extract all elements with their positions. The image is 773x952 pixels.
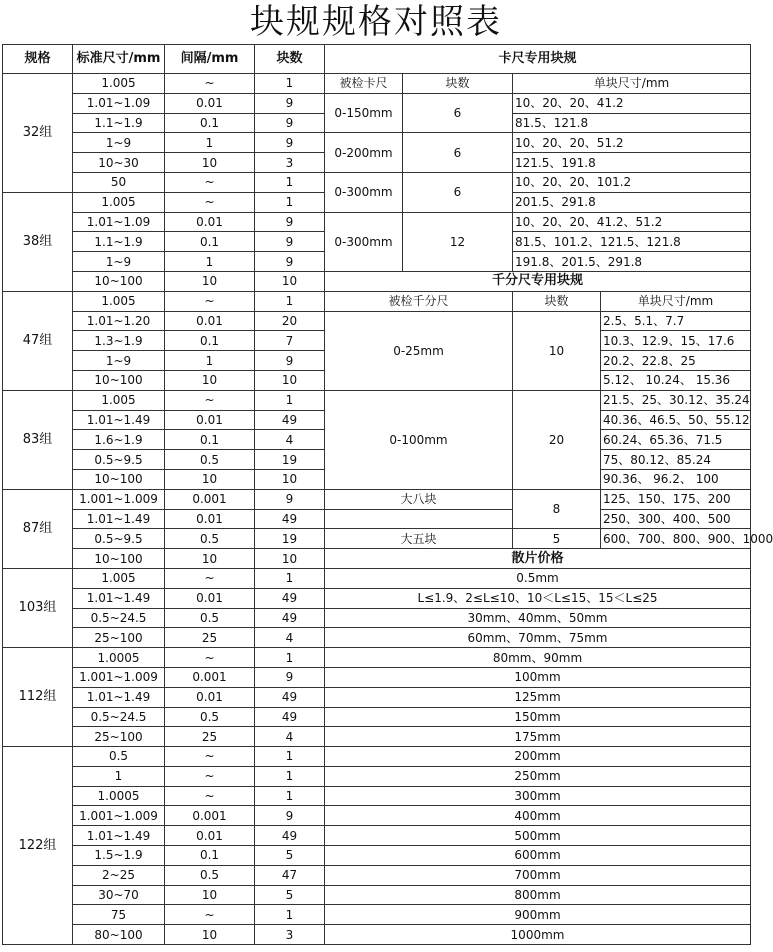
interval-cell: 10	[165, 271, 255, 291]
interval-cell: 0.1	[165, 113, 255, 133]
interval-cell: ~	[165, 766, 255, 786]
table-row	[3, 885, 751, 905]
count-cell: 4	[255, 430, 325, 450]
std-size-cell: 0.5~9.5	[73, 450, 165, 470]
group-name: 122组	[3, 747, 73, 945]
micrometer-title: 千分尺专用块规	[325, 271, 751, 291]
interval-cell: ~	[165, 172, 255, 192]
std-size-cell: 10~100	[73, 271, 165, 291]
std-size-cell: 1.005	[73, 192, 165, 212]
std-size-cell: 25~100	[73, 727, 165, 747]
count-cell: 9	[255, 133, 325, 153]
table-row	[3, 549, 751, 569]
interval-cell: 25	[165, 628, 255, 648]
std-size-cell: 1.005	[73, 74, 165, 94]
interval-cell: ~	[165, 568, 255, 588]
group-name: 38组	[3, 192, 73, 291]
table-row	[3, 311, 751, 331]
loose-row: 1000mm	[325, 925, 751, 945]
table-row	[3, 529, 751, 549]
count-cell: 1	[255, 905, 325, 925]
count-cell: 5	[255, 885, 325, 905]
count-cell: 10	[255, 469, 325, 489]
table-row	[3, 826, 751, 846]
std-size-cell: 2~25	[73, 865, 165, 885]
table-row	[3, 925, 751, 945]
count-cell: 10	[255, 271, 325, 291]
interval-cell: 10	[165, 469, 255, 489]
big8-label: 大八块	[325, 489, 513, 509]
count-cell: 1	[255, 786, 325, 806]
std-size-cell: 10~100	[73, 469, 165, 489]
std-size-cell: 1.01~1.49	[73, 826, 165, 846]
big5-sizes: 600、700、800、900、1000	[601, 529, 751, 549]
std-size-cell: 1.001~1.009	[73, 489, 165, 509]
std-size-cell: 1.01~1.09	[73, 212, 165, 232]
loose-title: 散片价格	[325, 549, 751, 569]
interval-cell: 1	[165, 252, 255, 272]
count-cell: 3	[255, 153, 325, 173]
header-std-size: 标准尺寸/mm	[73, 45, 165, 74]
interval-cell: 10	[165, 153, 255, 173]
loose-row: L≤1.9、2≤L≤10、10＜L≤15、15＜L≤25	[325, 588, 751, 608]
count-cell: 1	[255, 172, 325, 192]
caliper-range: 0-150mm	[325, 93, 403, 133]
interval-cell: 0.01	[165, 212, 255, 232]
micrometer-sizes: 5.12、 10.24、 15.36	[601, 370, 751, 390]
std-size-cell: 1.005	[73, 568, 165, 588]
count-cell: 9	[255, 489, 325, 509]
micrometer-sizes: 40.36、46.5、50、55.12	[601, 410, 751, 430]
loose-row: 250mm	[325, 766, 751, 786]
interval-cell: 0.5	[165, 707, 255, 727]
interval-cell: 0.5	[165, 529, 255, 549]
std-size-cell: 1.005	[73, 291, 165, 311]
interval-cell: 0.001	[165, 667, 255, 687]
count-cell: 9	[255, 113, 325, 133]
std-size-cell: 1.5~1.9	[73, 846, 165, 866]
count-cell: 49	[255, 588, 325, 608]
caliper-header-count: 块数	[403, 74, 513, 94]
count-cell: 3	[255, 925, 325, 945]
std-size-cell: 0.5	[73, 747, 165, 767]
interval-cell: 0.01	[165, 588, 255, 608]
caliper-sizes: 81.5、101.2、121.5、121.8	[513, 232, 751, 252]
count-cell: 5	[255, 846, 325, 866]
interval-cell: ~	[165, 74, 255, 94]
header-interval: 间隔/mm	[165, 45, 255, 74]
caliper-sizes: 191.8、201.5、291.8	[513, 252, 751, 272]
group-name: 112组	[3, 648, 73, 747]
loose-row: 30mm、40mm、50mm	[325, 608, 751, 628]
table-row	[3, 687, 751, 707]
std-size-cell: 1.0005	[73, 786, 165, 806]
interval-cell: 25	[165, 727, 255, 747]
table-row	[3, 846, 751, 866]
std-size-cell: 1.6~1.9	[73, 430, 165, 450]
std-size-cell: 1.01~1.49	[73, 509, 165, 529]
caliper-sizes: 201.5、291.8	[513, 192, 751, 212]
table-row	[3, 172, 751, 192]
interval-cell: 1	[165, 133, 255, 153]
std-size-cell: 10~100	[73, 549, 165, 569]
header-row	[3, 45, 751, 74]
count-cell: 49	[255, 509, 325, 529]
micrometer-header-range: 被检千分尺	[325, 291, 513, 311]
caliper-sizes: 81.5、121.8	[513, 113, 751, 133]
count-cell: 1	[255, 766, 325, 786]
count-cell: 49	[255, 687, 325, 707]
table-row	[3, 905, 751, 925]
caliper-count: 12	[403, 212, 513, 271]
std-size-cell: 1~9	[73, 252, 165, 272]
interval-cell: 0.001	[165, 489, 255, 509]
micrometer-sizes: 90.36、 96.2、 100	[601, 469, 751, 489]
loose-row: 150mm	[325, 707, 751, 727]
count-cell: 1	[255, 568, 325, 588]
loose-row: 400mm	[325, 806, 751, 826]
caliper-sizes: 10、20、20、51.2	[513, 133, 751, 153]
std-size-cell: 10~100	[73, 370, 165, 390]
group-name: 47组	[3, 291, 73, 390]
table-row	[3, 291, 751, 311]
header-count: 块数	[255, 45, 325, 74]
caliper-range: 0-200mm	[325, 133, 403, 173]
table-row	[3, 667, 751, 687]
big8-sizes: 250、300、400、500	[601, 509, 751, 529]
std-size-cell: 1~9	[73, 351, 165, 371]
interval-cell: ~	[165, 747, 255, 767]
micrometer-header-count: 块数	[513, 291, 601, 311]
table-row	[3, 628, 751, 648]
caliper-header-range: 被检卡尺	[325, 74, 403, 94]
interval-cell: ~	[165, 291, 255, 311]
micrometer-range: 0-25mm	[325, 311, 513, 390]
count-cell: 9	[255, 212, 325, 232]
std-size-cell: 0.5~24.5	[73, 707, 165, 727]
group-name: 32组	[3, 74, 73, 193]
table-row	[3, 489, 751, 509]
count-cell: 4	[255, 727, 325, 747]
count-cell: 1	[255, 192, 325, 212]
loose-row: 60mm、70mm、75mm	[325, 628, 751, 648]
micrometer-sizes: 10.3、12.9、15、17.6	[601, 331, 751, 351]
interval-cell: 10	[165, 549, 255, 569]
caliper-range: 0-300mm	[325, 172, 403, 212]
caliper-header-sizes: 单块尺寸/mm	[513, 74, 751, 94]
interval-cell: 10	[165, 370, 255, 390]
big5-label: 大五块	[325, 529, 513, 549]
std-size-cell: 1.01~1.20	[73, 311, 165, 331]
interval-cell: 0.01	[165, 410, 255, 430]
loose-row: 80mm、90mm	[325, 648, 751, 668]
page-title: 块规规格对照表	[250, 2, 502, 42]
std-size-cell: 1.1~1.9	[73, 232, 165, 252]
count-cell: 49	[255, 707, 325, 727]
big8-count: 8	[513, 489, 601, 529]
std-size-cell: 0.5~9.5	[73, 529, 165, 549]
micrometer-sizes: 20.2、22.8、25	[601, 351, 751, 371]
micrometer-range: 0-100mm	[325, 390, 513, 489]
table-row	[3, 74, 751, 94]
caliper-sizes: 10、20、20、41.2、51.2	[513, 212, 751, 232]
count-cell: 9	[255, 806, 325, 826]
loose-row: 175mm	[325, 727, 751, 747]
header-spec: 规格	[3, 45, 73, 74]
micrometer-sizes: 2.5、5.1、7.7	[601, 311, 751, 331]
interval-cell: 0.5	[165, 865, 255, 885]
interval-cell: 0.001	[165, 806, 255, 826]
count-cell: 9	[255, 667, 325, 687]
interval-cell: 0.01	[165, 93, 255, 113]
table-row	[3, 93, 751, 113]
interval-cell: 10	[165, 925, 255, 945]
std-size-cell: 1.0005	[73, 648, 165, 668]
loose-row: 125mm	[325, 687, 751, 707]
loose-row: 600mm	[325, 846, 751, 866]
interval-cell: 0.1	[165, 846, 255, 866]
std-size-cell: 1.01~1.49	[73, 687, 165, 707]
count-cell: 20	[255, 311, 325, 331]
interval-cell: 1	[165, 351, 255, 371]
interval-cell: 0.01	[165, 826, 255, 846]
interval-cell: 0.5	[165, 450, 255, 470]
interval-cell: ~	[165, 192, 255, 212]
loose-row: 200mm	[325, 747, 751, 767]
std-size-cell: 30~70	[73, 885, 165, 905]
big8-blank	[325, 509, 513, 529]
group-name: 83组	[3, 390, 73, 489]
std-size-cell: 1.01~1.49	[73, 410, 165, 430]
count-cell: 10	[255, 549, 325, 569]
count-cell: 49	[255, 826, 325, 846]
interval-cell: ~	[165, 390, 255, 410]
count-cell: 1	[255, 747, 325, 767]
loose-row: 500mm	[325, 826, 751, 846]
count-cell: 19	[255, 529, 325, 549]
caliper-sizes: 10、20、20、41.2	[513, 93, 751, 113]
loose-row: 0.5mm	[325, 568, 751, 588]
micrometer-header-sizes: 单块尺寸/mm	[601, 291, 751, 311]
loose-row: 300mm	[325, 786, 751, 806]
table-row	[3, 707, 751, 727]
loose-row: 800mm	[325, 885, 751, 905]
std-size-cell: 1.001~1.009	[73, 806, 165, 826]
micrometer-sizes: 75、80.12、85.24	[601, 450, 751, 470]
gauge-block-table	[2, 44, 773, 945]
std-size-cell: 50	[73, 172, 165, 192]
table-row	[3, 727, 751, 747]
interval-cell: 0.5	[165, 608, 255, 628]
count-cell: 7	[255, 331, 325, 351]
loose-row: 100mm	[325, 667, 751, 687]
count-cell: 49	[255, 608, 325, 628]
count-cell: 1	[255, 74, 325, 94]
table-row	[3, 212, 751, 232]
micrometer-sizes: 21.5、25、30.12、35.24	[601, 390, 751, 410]
count-cell: 1	[255, 390, 325, 410]
count-cell: 4	[255, 628, 325, 648]
interval-cell: 0.1	[165, 331, 255, 351]
loose-row: 700mm	[325, 865, 751, 885]
big8-sizes: 125、150、175、200	[601, 489, 751, 509]
std-size-cell: 1.01~1.09	[73, 93, 165, 113]
micrometer-count: 10	[513, 311, 601, 390]
table-row	[3, 568, 751, 588]
std-size-cell: 10~30	[73, 153, 165, 173]
caliper-sizes: 10、20、20、101.2	[513, 172, 751, 192]
std-size-cell: 1.001~1.009	[73, 667, 165, 687]
caliper-range: 0-300mm	[325, 212, 403, 271]
std-size-cell: 1.005	[73, 390, 165, 410]
caliper-count: 6	[403, 93, 513, 133]
interval-cell: ~	[165, 648, 255, 668]
caliper-count: 6	[403, 172, 513, 212]
big5-count: 5	[513, 529, 601, 549]
count-cell: 9	[255, 232, 325, 252]
table-row	[3, 608, 751, 628]
std-size-cell: 25~100	[73, 628, 165, 648]
count-cell: 9	[255, 252, 325, 272]
group-name: 87组	[3, 489, 73, 568]
table-row	[3, 648, 751, 668]
interval-cell: ~	[165, 905, 255, 925]
caliper-sizes: 121.5、191.8	[513, 153, 751, 173]
table-row	[3, 509, 751, 529]
count-cell: 9	[255, 351, 325, 371]
interval-cell: 0.01	[165, 311, 255, 331]
caliper-count: 6	[403, 133, 513, 173]
count-cell: 19	[255, 450, 325, 470]
interval-cell: 0.01	[165, 687, 255, 707]
interval-cell: ~	[165, 786, 255, 806]
std-size-cell: 80~100	[73, 925, 165, 945]
interval-cell: 0.01	[165, 509, 255, 529]
std-size-cell: 1.01~1.49	[73, 588, 165, 608]
std-size-cell: 1	[73, 766, 165, 786]
std-size-cell: 75	[73, 905, 165, 925]
micrometer-sizes: 60.24、65.36、71.5	[601, 430, 751, 450]
std-size-cell: 1.3~1.9	[73, 331, 165, 351]
caliper-title: 卡尺专用块规	[325, 45, 751, 74]
std-size-cell: 1~9	[73, 133, 165, 153]
loose-row: 900mm	[325, 905, 751, 925]
count-cell: 47	[255, 865, 325, 885]
interval-cell: 10	[165, 885, 255, 905]
table-row	[3, 133, 751, 153]
std-size-cell: 1.1~1.9	[73, 113, 165, 133]
std-size-cell: 0.5~24.5	[73, 608, 165, 628]
table-row	[3, 766, 751, 786]
table-row	[3, 747, 751, 767]
count-cell: 10	[255, 370, 325, 390]
count-cell: 9	[255, 93, 325, 113]
table-row	[3, 271, 751, 291]
count-cell: 1	[255, 291, 325, 311]
table-row	[3, 390, 751, 410]
interval-cell: 0.1	[165, 430, 255, 450]
group-name: 103组	[3, 568, 73, 647]
interval-cell: 0.1	[165, 232, 255, 252]
count-cell: 1	[255, 648, 325, 668]
table-row	[3, 806, 751, 826]
table-row	[3, 588, 751, 608]
table-row	[3, 865, 751, 885]
count-cell: 49	[255, 410, 325, 430]
table-row	[3, 786, 751, 806]
micrometer-count: 20	[513, 390, 601, 489]
